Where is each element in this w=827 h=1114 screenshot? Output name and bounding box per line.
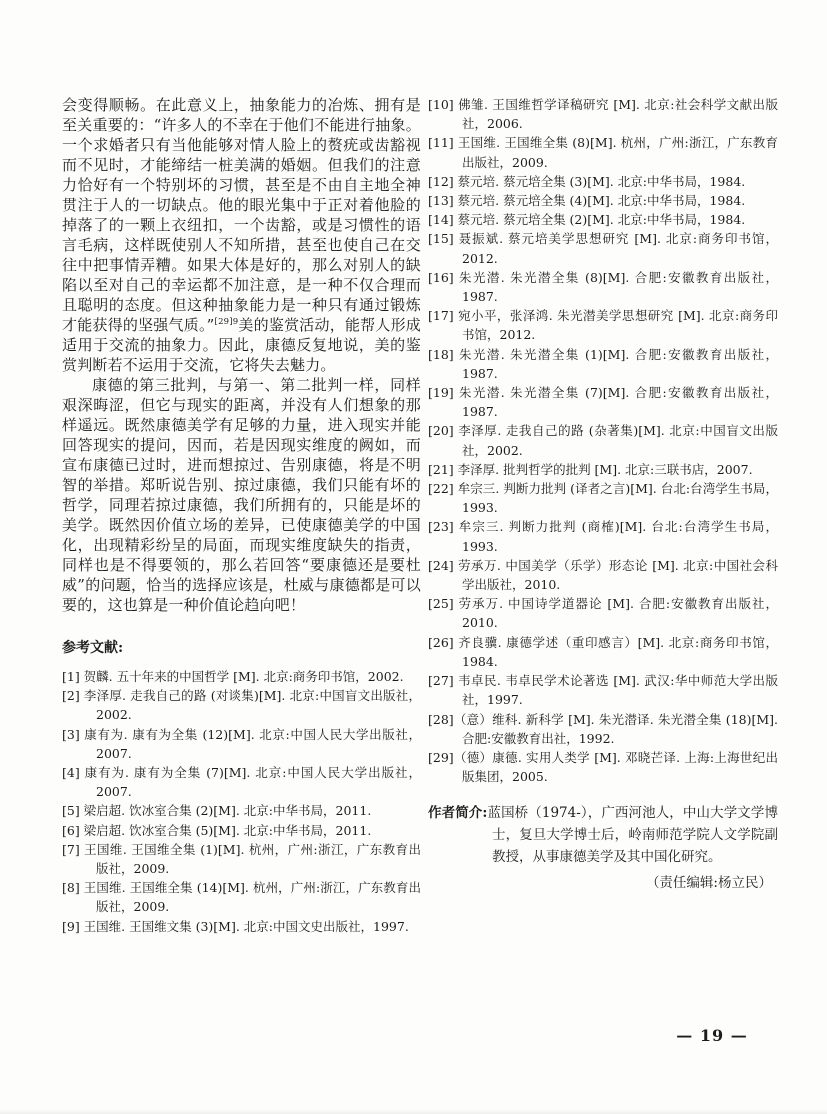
reference-item: [28]（意）维科. 新科学 [M]. 朱光潜译. 朱光潜全集 (18)[M]. 合肥:安徽教育出社，1992. [428,711,778,746]
editor-note: （责任编辑:杨立民） [645,875,772,892]
reference-item: [24] 劳承万. 中国美学（乐学）形态论 [M]. 北京:中国社会科学出版社，2010. [428,557,778,593]
body-paragraph-1 [62,95,421,375]
reference-item: [13] 蔡元培. 蔡元培全集 (4)[M]. 北京:中华书局，1984. [428,193,746,209]
references-list-left [62,667,421,936]
reference-item: [8] 王国维. 王国维全集 (14)[M]. 杭州，广州:浙江，广东教育出版社，2009. [62,880,421,915]
reference-item: [18] 朱光潜. 朱光潜全集 (1)[M]. 合肥:安徽教育出版社，1987. [428,346,778,381]
page-number: — 19 — [676,1026,748,1045]
paragraph-1-continuation: 美的鉴赏活动，能帮人形成适用于交流的抽象力。因此，康德反复地说，美的鉴赏判断若不运用于交流，它将失去魅力。 [62,316,422,374]
reference-item: [1] 贺麟. 五十年来的中国哲学 [M]. 北京:商务印书馆，2002. [62,669,404,684]
reference-item: [23] 牟宗三. 判断力批判 (商榷)[M]. 台北:台湾学生书局，1993. [428,519,778,554]
author-bio [428,802,778,868]
reference-item: [2] 李泽厚. 走我自己的路 (对谈集)[M]. 北京:中国盲文出版社，2002. [62,688,421,723]
references-list-right [428,95,778,786]
reference-item: [5] 梁启超. 饮冰室合集 (2)[M]. 北京:中华书局，2011. [62,803,372,819]
paragraph-1-text: 会变得顺畅。在此意义上，抽象能力的冶炼、拥有是至关重要的：“许多人的不幸在于他们不能进行抽象。一个求婚者只有当他能够对情人脸上的赘疣或齿豁视而不见时，才能缔结一桩美满的婚姻。但我们的注意力恰好有一个特别坏的习惯，甚至是不由自主地全神贯注于人的一切缺点。他的眼光集中于正对着他脸的掉落了的一颗上衣纽扣，一个齿豁，或是习惯性的语言毛病，这样既使别人不知所措，甚至也使自己在交往中把事情弄糟。如果大体是好的，那么对别人的缺陷以至对自己的幸运都不加注意，是一种不仅合理而且聪明的态度。但这种抽象能力是一种只有通过锻炼才能获得的坚强气质。” [62,96,421,334]
right-column [428,95,778,891]
reference-item: [27] 韦卓民. 韦卓民学术论著选 [M]. 武汉:华中师范大学出版社，1997. [428,673,778,708]
reference-item: [21] 李泽厚. 批判哲学的批判 [M]. 北京:三联书店，2007. [428,461,753,477]
reference-item: [10] 佛雏. 王国维哲学译稿研究 [M]. 北京:社会科学文献出版社，2006. [428,97,778,132]
reference-item: [9] 王国维. 王国维文集 (3)[M]. 北京:中国文史出版社，1997. [62,918,409,934]
reference-item: [6] 梁启超. 饮冰室合集 (5)[M]. 北京:中华书局，2011. [62,822,372,838]
reference-item: [4] 康有为. 康有为全集 (7)[M]. 北京:中国人民大学出版社，2007. [62,765,421,800]
reference-item: [22] 牟宗三. 判断力批判 (译者之言)[M]. 台北:台湾学生书局，1993. [428,481,778,516]
reference-item: [15] 聂振斌. 蔡元培美学思想研究 [M]. 北京:商务印书馆，2012. [428,231,778,266]
reference-item: [29]（德）康德. 实用人类学 [M]. 邓晓芒译. 上海:上海世纪出版集团，2005. [428,749,778,785]
author-bio-label: 作者简介: [428,805,488,822]
reference-item: [3] 康有为. 康有为全集 (12)[M]. 北京:中国人民大学出版社，2007. [62,726,421,761]
reference-item: [20] 李泽厚. 走我自己的路 (杂著集)[M]. 北京:中国盲文出版社，2002. [428,423,778,458]
reference-item: [19] 朱光潜. 朱光潜全集 (7)[M]. 合肥:安徽教育出版社，1987. [428,385,778,420]
reference-item: [11] 王国维. 王国维全集 (8)[M]. 杭州，广州:浙江，广东教育出版社，2009. [428,135,778,170]
reference-item: [12] 蔡元培. 蔡元培全集 (3)[M]. 北京:中华书局，1984. [428,173,746,189]
reference-item: [17] 宛小平，张泽鸿. 朱光潜美学思想研究 [M]. 北京:商务印书馆，2012. [428,308,778,343]
references-heading: 参考文献: [62,640,124,656]
body-paragraph-2: 康德的第三批判，与第一、第二批判一样，同样艰深晦涩，但它与现实的距离，并没有人们想象的那样遥远。既然康德美学有足够的力量，进入现实并能回答现实的提问，因而，若是因现实维度的阙如，而宣布康德已过时，进而想掠过、告别康德，将是不明智的举措。郑昕说告别、掠过康德，我们只能有坏的哲学，同理若掠过康德，我们所拥有的，只能是坏的美学。既然因价值立场的差异，已使康德美学的中国化，出现精彩纷呈的局面，而现实维度缺失的指责，同样也是不得要领的，那么若回答“要康德还是要杜威”的问题，恰当的选择应该是，杜威与康德都是可以要的，这也算是一种价值论趋向吧！ [62,376,421,614]
reference-item: [14] 蔡元培. 蔡元培全集 (2)[M]. 北京:中华书局，1984. [428,212,746,228]
citation-superscript: [29]9 [214,317,239,327]
reference-item: [7] 王国维. 王国维全集 (1)[M]. 杭州，广州:浙江，广东教育出版社，2009. [62,841,421,877]
reference-item: [16] 朱光潜. 朱光潜全集 (8)[M]. 合肥:安徽教育出版社，1987. [428,269,778,305]
author-bio-text: 蓝国桥（1974-），广西河池人，中山大学文学博士，复旦大学博士后，岭南师范学院人文学院副教授，从事康德美学及其中国化研究。 [487,805,778,866]
left-column [62,95,421,936]
reference-item: [25] 劳承万. 中国诗学道器论 [M]. 合肥:安徽教育出版社，2010. [428,596,778,631]
scan-edge-shadow [0,1109,827,1114]
reference-item: [26] 齐良骥. 康德学述（重印感言）[M]. 北京:商务印书馆，1984. [428,634,778,669]
